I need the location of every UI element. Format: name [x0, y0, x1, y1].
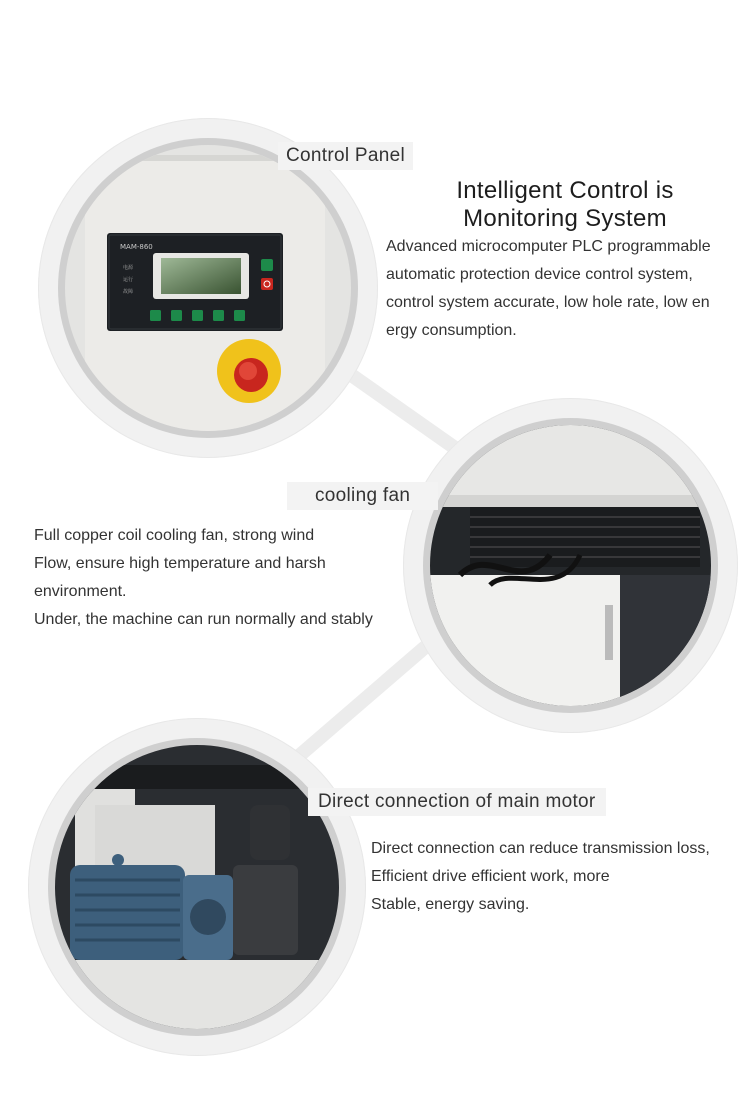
motor-desc-line: Direct connection can reduce transmission loss, [371, 840, 710, 857]
control-desc-line: ergy consumption. [386, 322, 517, 339]
motor-desc-line: Stable, energy saving. [371, 896, 530, 913]
control-heading-line2: Monitoring System [463, 205, 667, 232]
main-motor-photo [55, 745, 339, 1029]
main-motor-label: Direct connection of main motor [308, 788, 606, 816]
fan-desc-line: Full copper coil cooling fan, strong wind [34, 527, 315, 544]
main-motor-description [371, 835, 710, 919]
control-desc-line: control system accurate, low hole rate, low en [386, 294, 710, 311]
svg-text:故障: 故障 [123, 289, 134, 295]
fan-desc-line: environment. [34, 583, 127, 600]
control-desc-line: Advanced microcomputer PLC programmable [386, 238, 711, 255]
cooling-fan-photo [430, 425, 711, 706]
control-panel-description [386, 233, 711, 345]
motor-desc-line: Efficient drive efficient work, more [371, 868, 610, 885]
svg-text:电源: 电源 [123, 265, 134, 271]
fan-desc-line: Under, the machine can run normally and stably [34, 611, 373, 628]
svg-text:运行: 运行 [123, 277, 134, 283]
control-panel-label: Control Panel [278, 142, 413, 170]
control-panel-photo [65, 145, 351, 431]
fan-desc-line: Flow, ensure high temperature and harsh [34, 555, 326, 572]
cooling-fan-description [34, 522, 373, 634]
control-panel-heading [420, 177, 710, 233]
panel-model-text: MAM-860 [120, 243, 153, 251]
control-heading-line1: Intelligent Control is [456, 177, 674, 204]
cooling-fan-label: cooling fan [287, 482, 438, 510]
control-desc-line: automatic protection device control system, [386, 266, 693, 283]
